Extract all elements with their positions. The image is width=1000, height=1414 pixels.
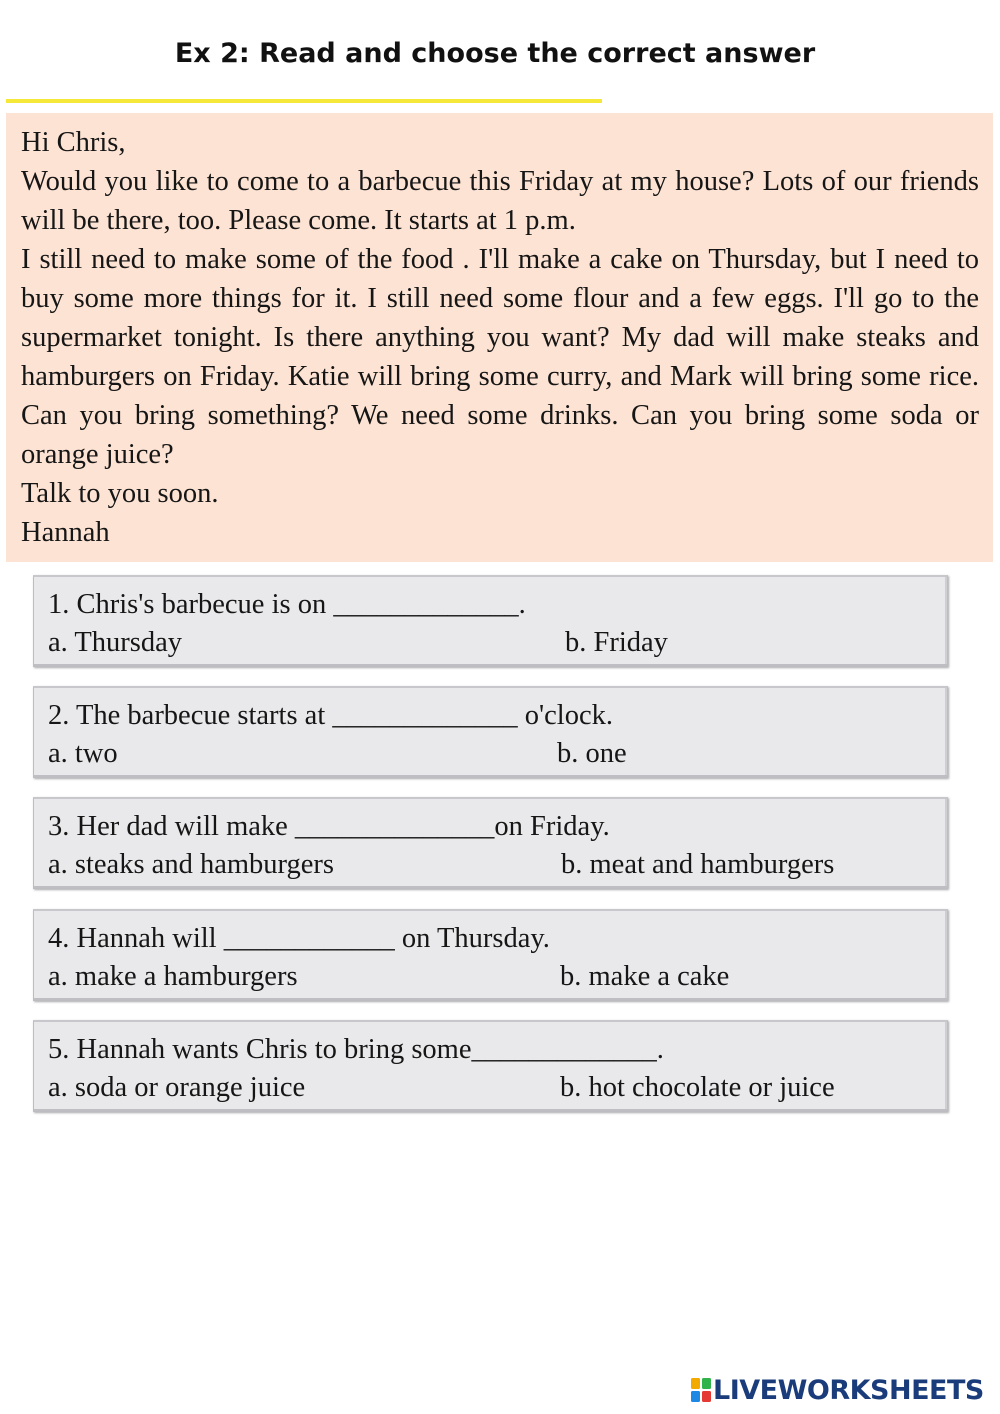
letter-signature: Hannah — [21, 517, 110, 548]
question-4 — [33, 909, 948, 1001]
question-stem: 4. Hannah will ____________ on Thursday. — [48, 923, 550, 954]
question-3 — [33, 797, 948, 889]
question-stem: 5. Hannah wants Chris to bring some_____________. — [48, 1034, 664, 1065]
answer-option-b[interactable]: b. one — [557, 738, 627, 769]
title-underline — [6, 99, 602, 103]
reading-passage — [6, 113, 993, 562]
answer-option-b[interactable]: b. make a cake — [560, 961, 730, 992]
page-title: Ex 2: Read and choose the correct answer — [174, 38, 816, 69]
liveworksheets-grid-icon — [691, 1378, 711, 1402]
question-1 — [33, 575, 948, 667]
answer-option-b[interactable]: b. hot chocolate or juice — [560, 1072, 835, 1103]
answer-option-b[interactable]: b. meat and hamburgers — [561, 849, 835, 880]
question-stem: 1. Chris's barbecue is on _____________. — [48, 589, 526, 620]
answer-option-a[interactable]: a. steaks and hamburgers — [48, 849, 334, 880]
liveworksheets-logo — [691, 1373, 984, 1407]
answer-option-a[interactable]: a. soda or orange juice — [48, 1072, 306, 1103]
question-stem: 3. Her dad will make ______________on Friday. — [48, 811, 610, 842]
liveworksheets-wordmark: LIVEWORKSHEETS — [713, 1374, 984, 1406]
answer-option-a[interactable]: a. Thursday — [48, 627, 183, 658]
letter-closing: Talk to you soon. — [21, 478, 219, 509]
answer-option-a[interactable]: a. make a hamburgers — [48, 961, 298, 992]
letter-greeting: Hi Chris, — [21, 127, 126, 158]
question-stem: 2. The barbecue starts at _____________ o'clock. — [48, 700, 613, 731]
question-2 — [33, 686, 948, 778]
answer-option-b[interactable]: b. Friday — [565, 627, 668, 658]
letter-paragraph-1: Would you like to come to a barbecue this Friday at my house? Lots of our friends will be there, too. Please come. It starts at 1 p.m. — [21, 166, 979, 236]
answer-option-a[interactable]: a. two — [48, 738, 118, 769]
question-5 — [33, 1020, 948, 1112]
letter-paragraph-2: I still need to make some of the food . I'll make a cake on Thursday, but I need to buy some more things for it. I still need some flour and a few eggs. I'll go to the supermarket tonight. Is there anything you want? My dad will make steaks and hamburgers on Friday. Katie will bring some curry, and Mark will bring some rice. Can you bring something? We need some drinks. Can you bring some soda or orange juice? — [21, 244, 979, 470]
